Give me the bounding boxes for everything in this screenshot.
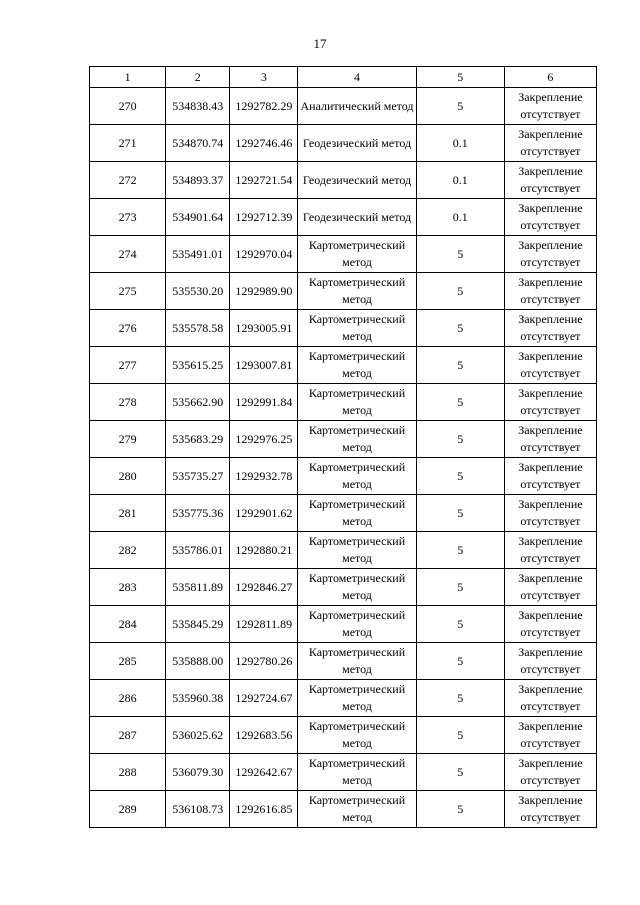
fixing-description-cell: Закрепление отсутствует (504, 791, 596, 828)
x-coordinate-cell: 535578.58 (166, 310, 230, 347)
accuracy-cell: 5 (416, 680, 504, 717)
table-row (90, 88, 597, 125)
point-number-cell: 280 (90, 458, 166, 495)
column-header: 1 (90, 67, 166, 88)
coordinates-table (89, 66, 597, 828)
fixing-description-cell: Закрепление отсутствует (504, 236, 596, 273)
accuracy-cell: 5 (416, 347, 504, 384)
method-cell: Картометрический метод (298, 569, 416, 606)
accuracy-cell: 5 (416, 717, 504, 754)
fixing-description-cell: Закрепление отсутствует (504, 310, 596, 347)
accuracy-cell: 5 (416, 236, 504, 273)
x-coordinate-cell: 535683.29 (166, 421, 230, 458)
method-cell: Картометрический метод (298, 643, 416, 680)
fixing-description-cell: Закрепление отсутствует (504, 680, 596, 717)
column-header: 5 (416, 67, 504, 88)
table-row (90, 421, 597, 458)
y-coordinate-cell: 1292721.54 (230, 162, 298, 199)
accuracy-cell: 5 (416, 791, 504, 828)
fixing-description-cell: Закрепление отсутствует (504, 532, 596, 569)
y-coordinate-cell: 1292782.29 (230, 88, 298, 125)
point-number-cell: 270 (90, 88, 166, 125)
table-row (90, 199, 597, 236)
point-number-cell: 281 (90, 495, 166, 532)
x-coordinate-cell: 535888.00 (166, 643, 230, 680)
accuracy-cell: 5 (416, 384, 504, 421)
method-cell: Картометрический метод (298, 273, 416, 310)
fixing-description-cell: Закрепление отсутствует (504, 458, 596, 495)
method-cell: Геодезический метод (298, 125, 416, 162)
table-row (90, 717, 597, 754)
y-coordinate-cell: 1292991.84 (230, 384, 298, 421)
method-cell: Картометрический метод (298, 754, 416, 791)
method-cell: Картометрический метод (298, 347, 416, 384)
y-coordinate-cell: 1292616.85 (230, 791, 298, 828)
page-number: 17 (313, 36, 327, 51)
y-coordinate-cell: 1292932.78 (230, 458, 298, 495)
fixing-description-cell: Закрепление отсутствует (504, 384, 596, 421)
accuracy-cell: 5 (416, 532, 504, 569)
table-row (90, 569, 597, 606)
table-row (90, 680, 597, 717)
x-coordinate-cell: 535662.90 (166, 384, 230, 421)
accuracy-cell: 5 (416, 458, 504, 495)
fixing-description-cell: Закрепление отсутствует (504, 643, 596, 680)
table-row (90, 236, 597, 273)
accuracy-cell: 5 (416, 643, 504, 680)
y-coordinate-cell: 1292683.56 (230, 717, 298, 754)
x-coordinate-cell: 535811.89 (166, 569, 230, 606)
y-coordinate-cell: 1292880.21 (230, 532, 298, 569)
point-number-cell: 278 (90, 384, 166, 421)
point-number-cell: 284 (90, 606, 166, 643)
table-row (90, 310, 597, 347)
table-row (90, 458, 597, 495)
fixing-description-cell: Закрепление отсутствует (504, 421, 596, 458)
accuracy-cell: 5 (416, 88, 504, 125)
y-coordinate-cell: 1292746.46 (230, 125, 298, 162)
point-number-cell: 286 (90, 680, 166, 717)
y-coordinate-cell: 1292901.62 (230, 495, 298, 532)
table-row (90, 754, 597, 791)
x-coordinate-cell: 534893.37 (166, 162, 230, 199)
table-row (90, 162, 597, 199)
accuracy-cell: 5 (416, 754, 504, 791)
fixing-description-cell: Закрепление отсутствует (504, 162, 596, 199)
y-coordinate-cell: 1292811.89 (230, 606, 298, 643)
x-coordinate-cell: 534838.43 (166, 88, 230, 125)
method-cell: Аналитический метод (298, 88, 416, 125)
accuracy-cell: 5 (416, 495, 504, 532)
point-number-cell: 275 (90, 273, 166, 310)
accuracy-cell: 5 (416, 606, 504, 643)
method-cell: Картометрический метод (298, 310, 416, 347)
point-number-cell: 285 (90, 643, 166, 680)
point-number-cell: 288 (90, 754, 166, 791)
fixing-description-cell: Закрепление отсутствует (504, 347, 596, 384)
x-coordinate-cell: 535786.01 (166, 532, 230, 569)
method-cell: Картометрический метод (298, 458, 416, 495)
method-cell: Картометрический метод (298, 384, 416, 421)
table-row (90, 791, 597, 828)
method-cell: Картометрический метод (298, 791, 416, 828)
x-coordinate-cell: 534901.64 (166, 199, 230, 236)
x-coordinate-cell: 534870.74 (166, 125, 230, 162)
point-number-cell: 283 (90, 569, 166, 606)
y-coordinate-cell: 1292642.67 (230, 754, 298, 791)
method-cell: Картометрический метод (298, 680, 416, 717)
x-coordinate-cell: 535615.25 (166, 347, 230, 384)
point-number-cell: 282 (90, 532, 166, 569)
x-coordinate-cell: 535845.29 (166, 606, 230, 643)
table-row (90, 643, 597, 680)
x-coordinate-cell: 536079.30 (166, 754, 230, 791)
method-cell: Картометрический метод (298, 606, 416, 643)
fixing-description-cell: Закрепление отсутствует (504, 606, 596, 643)
y-coordinate-cell: 1292846.27 (230, 569, 298, 606)
fixing-description-cell: Закрепление отсутствует (504, 495, 596, 532)
method-cell: Картометрический метод (298, 236, 416, 273)
x-coordinate-cell: 536108.73 (166, 791, 230, 828)
accuracy-cell: 5 (416, 310, 504, 347)
method-cell: Геодезический метод (298, 199, 416, 236)
table-body (90, 88, 597, 828)
table-row (90, 273, 597, 310)
point-number-cell: 273 (90, 199, 166, 236)
y-coordinate-cell: 1292970.04 (230, 236, 298, 273)
accuracy-cell: 0.1 (416, 162, 504, 199)
point-number-cell: 289 (90, 791, 166, 828)
table-row (90, 495, 597, 532)
table-row (90, 384, 597, 421)
x-coordinate-cell: 535530.20 (166, 273, 230, 310)
y-coordinate-cell: 1292989.90 (230, 273, 298, 310)
fixing-description-cell: Закрепление отсутствует (504, 125, 596, 162)
method-cell: Картометрический метод (298, 532, 416, 569)
column-header: 2 (166, 67, 230, 88)
fixing-description-cell: Закрепление отсутствует (504, 88, 596, 125)
accuracy-cell: 5 (416, 569, 504, 606)
fixing-description-cell: Закрепление отсутствует (504, 754, 596, 791)
column-header: 6 (504, 67, 596, 88)
table-row (90, 606, 597, 643)
method-cell: Картометрический метод (298, 495, 416, 532)
fixing-description-cell: Закрепление отсутствует (504, 569, 596, 606)
x-coordinate-cell: 536025.62 (166, 717, 230, 754)
y-coordinate-cell: 1292712.39 (230, 199, 298, 236)
method-cell: Геодезический метод (298, 162, 416, 199)
accuracy-cell: 0.1 (416, 199, 504, 236)
column-header: 4 (298, 67, 416, 88)
method-cell: Картометрический метод (298, 717, 416, 754)
accuracy-cell: 5 (416, 421, 504, 458)
fixing-description-cell: Закрепление отсутствует (504, 273, 596, 310)
method-cell: Картометрический метод (298, 421, 416, 458)
y-coordinate-cell: 1293005.91 (230, 310, 298, 347)
fixing-description-cell: Закрепление отсутствует (504, 199, 596, 236)
accuracy-cell: 0.1 (416, 125, 504, 162)
y-coordinate-cell: 1292780.26 (230, 643, 298, 680)
x-coordinate-cell: 535775.36 (166, 495, 230, 532)
point-number-cell: 272 (90, 162, 166, 199)
point-number-cell: 271 (90, 125, 166, 162)
column-header: 3 (230, 67, 298, 88)
y-coordinate-cell: 1293007.81 (230, 347, 298, 384)
point-number-cell: 276 (90, 310, 166, 347)
x-coordinate-cell: 535735.27 (166, 458, 230, 495)
x-coordinate-cell: 535960.38 (166, 680, 230, 717)
point-number-cell: 279 (90, 421, 166, 458)
point-number-cell: 274 (90, 236, 166, 273)
table-row (90, 532, 597, 569)
accuracy-cell: 5 (416, 273, 504, 310)
x-coordinate-cell: 535491.01 (166, 236, 230, 273)
point-number-cell: 277 (90, 347, 166, 384)
point-number-cell: 287 (90, 717, 166, 754)
fixing-description-cell: Закрепление отсутствует (504, 717, 596, 754)
table-row (90, 347, 597, 384)
y-coordinate-cell: 1292976.25 (230, 421, 298, 458)
table-header-row (90, 67, 597, 88)
table-row (90, 125, 597, 162)
y-coordinate-cell: 1292724.67 (230, 680, 298, 717)
